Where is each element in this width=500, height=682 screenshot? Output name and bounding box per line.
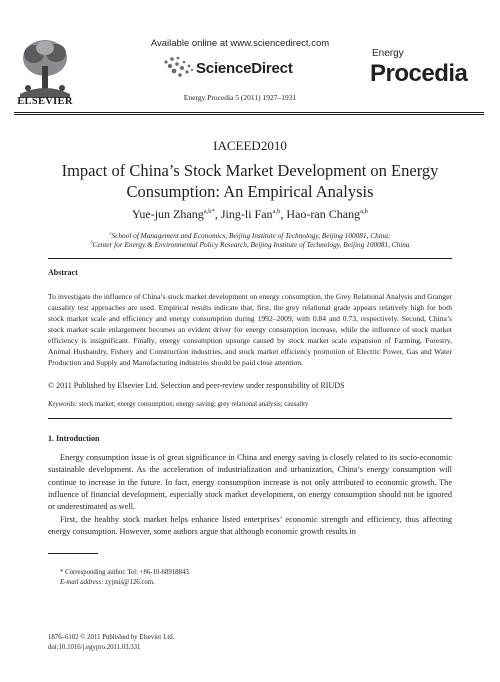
paper-title: Impact of China’s Stock Market Development on Energy Consumption: An Empirical Analysis <box>61 161 439 201</box>
body-paragraph: Energy consumption issue is of great significance in China and energy saving is closely related to its socio-economic sustainable development. As the acceleration of industrialization and urbanization, China’s energy consumption will continue to increase in the future. In fact, energy consumption increase is not only attributed to economic growth. The influence of financial development, especially stock market development, on energy consumption should not be ignored or underestimated as well. <box>48 453 452 512</box>
affiliation-marker: b <box>90 239 93 245</box>
affiliation-text: School of Management and Economics, Beijing Institute of Technology, Beijing 100081, China; <box>111 231 391 240</box>
author-name: Yue-jun Zhang <box>132 207 204 221</box>
author-affiliation-marker: a,b <box>360 208 368 215</box>
abstract-bottom-rule <box>48 418 452 419</box>
author-name: Hao-ran Chang <box>286 207 361 221</box>
affiliation <box>0 231 500 240</box>
sciencedirect-brand: ScienceDirect <box>196 60 293 77</box>
author-affiliation-marker: a,b <box>272 208 281 215</box>
email-label: E-mail address: <box>60 579 104 586</box>
keywords-label: Keywords: <box>48 401 78 408</box>
journal-name-small: Energy <box>372 48 404 59</box>
abstract-heading: Abstract <box>48 268 78 277</box>
footnote-rule <box>48 553 98 554</box>
conference-name: IACEED2010 <box>213 138 287 153</box>
keywords-line <box>48 401 452 408</box>
issn-line: 1876–6102 © 2011 Published by Elsevier Ltd. <box>48 634 175 641</box>
doi-line: doi:10.1016/j.egypro.2011.03.331 <box>48 644 141 651</box>
sciencedirect-dots-icon <box>160 54 196 80</box>
author-list: Yue-jun Zhang$^{a,b*}$, Jing-li Fan$^{a,b}$, Hao-ran Chang$^{a,b}$ <box>132 207 368 221</box>
publisher-name: ELSEVIER <box>17 96 73 107</box>
keywords-text: stock market; energy consumption; energy saving; grey relational analysis; causality <box>77 401 309 408</box>
affiliation-text: Center for Energy & Environmental Policy Research, Beijing Institute of Technology, Beijing 100081, China <box>92 240 410 249</box>
journal-name-large: Procedia <box>370 60 468 87</box>
email-address: zyjmis@126.com. <box>103 579 155 586</box>
copyright-notice: © 2011 Published by Elsevier Ltd. Selection and peer-review under responsibility of RIUDS <box>48 381 345 390</box>
journal-reference: Energy Procedia 5 (2011) 1927–1931 <box>183 93 297 102</box>
corresponding-author-footnote: * Corresponding author. Tel: +86-10-68918843. <box>60 569 191 576</box>
elsevier-tree-logo <box>14 36 76 100</box>
abstract-top-rule <box>48 258 452 259</box>
body-paragraph: First, the healthy stock market helps enhance listed enterprises’ economic strength and efficiency, thus affecting energy consumption. However, some authors argue that although economic growth results in <box>48 515 452 537</box>
header-divider <box>14 114 484 115</box>
email-footnote <box>60 579 155 586</box>
affiliation <box>0 240 500 249</box>
section-heading: 1. Introduction <box>48 434 100 443</box>
author-affiliation-marker: a,b* <box>203 208 215 215</box>
available-online-text: Available online at www.sciencedirect.com <box>150 38 330 49</box>
author-name: Jing-li Fan <box>220 207 273 221</box>
header-divider <box>14 112 484 113</box>
affiliation-marker: a <box>109 230 112 236</box>
abstract-text: To investigate the influence of China’s stock market development on energy consumption, the Grey Relational Analysis and Granger causality test approaches are used. Empirical results indicate that, first, the grey relational grade appears relatively high for both stock market scale and efficiency and energy consumption during 1992–2009, with 0.84 and 0.73, respectively. Second, China’s stock market scale enlargement becomes an evident driver for energy consumption increase, while the influence of stock market efficiency is insignificant. Finally, energy consumption upsurge caused by stock market scale expansion of Farming, Forestry, Animal Husbandry, Fishery and Construction industries, and stock market efficiency promotion of Electric Power, Gas and Water Production and Supply and Manufacturing industries should be paid close attention. <box>48 292 452 367</box>
